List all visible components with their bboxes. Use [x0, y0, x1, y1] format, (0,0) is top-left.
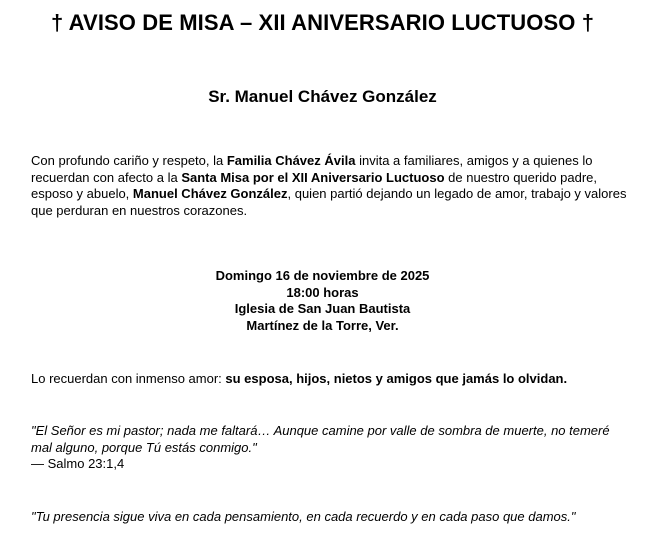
psalm-block — [31, 423, 631, 473]
deceased-name-inline: Manuel Chávez González — [132, 186, 288, 201]
notice-title: † AVISO DE MISA – XII ANIVERSARIO LUCTUOSO † — [50, 10, 595, 35]
intro-text-1: Con profundo cariño y respeto, la — [31, 153, 227, 168]
family-name: Familia Chávez Ávila — [226, 153, 356, 168]
mass-name: Santa Misa por el XII Aniversario Luctuoso — [181, 169, 445, 185]
remembrance-lead: Lo recuerdan con inmenso amor: — [31, 371, 226, 386]
closing-quote: "Tu presencia sigue viva en cada pensamiento, en cada recuerdo y en cada paso que damos." — [31, 509, 576, 524]
mass-church: Iglesia de San Juan Bautista — [234, 301, 411, 316]
intro-text-3: de nuestro querido padre, esposo y abuelo, — [31, 169, 598, 201]
psalm-citation: — Salmo 23:1,4 — [31, 456, 125, 471]
intro-text-2: invita a familiares, amigos y a quienes lo recuerdan con afecto a la — [31, 153, 593, 185]
invitation-paragraph — [31, 153, 631, 219]
psalm-quote: "El Señor es mi pastor; nada me faltará… Aunque camine por valle de sombra de muerte, no temeré mal alguno, porque Tú estás conmigo." — [31, 423, 610, 455]
deceased-name-heading: Sr. Manuel Chávez González — [208, 87, 437, 106]
mass-place: Martínez de la Torre, Ver. — [246, 317, 399, 333]
remembrance-who: su esposa, hijos, nietos y amigos que jamás lo olvidan. — [225, 371, 568, 386]
mass-time: 18:00 horas — [286, 284, 359, 300]
intro-text-4: , quien partió dejando un legado de amor, trabajo y valores que perduran en nuestros corazones. — [31, 186, 627, 218]
mass-details — [0, 268, 645, 334]
remembrance-line — [31, 371, 631, 388]
mass-date: Domingo 16 de noviembre de 2025 — [215, 268, 430, 283]
